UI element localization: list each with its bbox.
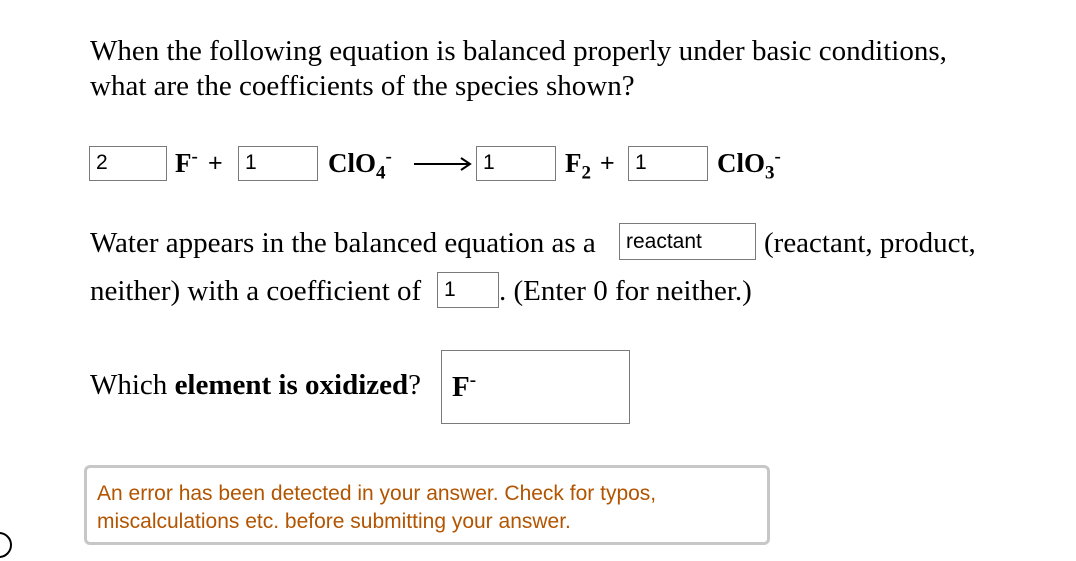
water-coefficient-input[interactable]: 1 <box>437 272 499 308</box>
oxidized-answer-charge: - <box>469 369 477 391</box>
question-line-2: what are the coefficients of the species shown? <box>90 70 635 102</box>
oxidized-question-pre: Which <box>90 369 175 401</box>
oxidized-question <box>90 371 421 400</box>
coefficient-input-f-minus[interactable]: 2 <box>89 146 167 181</box>
error-message-box <box>84 465 770 545</box>
oxidized-question-bold: element is oxidized <box>174 369 409 401</box>
error-line-2: miscalculations etc. before submitting your answer. <box>97 510 571 533</box>
species-clo4-minus <box>328 146 392 184</box>
coefficient-input-clo3[interactable]: 1 <box>628 146 708 181</box>
f2-subscript: 2 <box>581 162 591 184</box>
plus-sign-1: + <box>208 149 223 177</box>
water-question-text-2: neither) with a coefficient of <box>90 275 422 307</box>
coefficient-input-clo4[interactable]: 1 <box>238 146 318 181</box>
coefficient-input-f2[interactable]: 1 <box>476 146 556 181</box>
oxidized-element-input[interactable] <box>441 350 630 424</box>
clo4-charge: - <box>385 146 392 167</box>
clo4-subscript: 4 <box>376 162 386 184</box>
oxidized-answer-base: F <box>452 371 470 403</box>
species-clo3-minus <box>717 146 781 184</box>
water-hint-text: . (Enter 0 for neither.) <box>499 275 752 307</box>
error-line-1: An error has been detected in your answer. Check for typos, <box>97 482 657 505</box>
question-line-1: When the following equation is balanced properly under basic conditions, <box>90 35 947 67</box>
clo3-base: ClO <box>717 148 766 178</box>
f-minus-base: F <box>175 148 192 178</box>
water-question-text-1: Water appears in the balanced equation as a <box>90 227 596 259</box>
clo3-charge: - <box>774 146 781 167</box>
f-minus-charge: - <box>191 146 198 167</box>
plus-sign-2: + <box>600 149 615 177</box>
clo3-subscript: 3 <box>765 162 775 184</box>
reaction-arrow-icon <box>412 156 474 172</box>
clo4-base: ClO <box>328 148 377 178</box>
help-circle-icon[interactable] <box>0 532 12 558</box>
water-options-text: (reactant, product, <box>764 227 976 259</box>
question-text <box>90 34 1050 104</box>
oxidized-question-post: ? <box>408 369 422 401</box>
species-f2 <box>565 148 591 184</box>
f2-base: F <box>565 148 582 178</box>
species-f-minus <box>175 146 198 178</box>
water-role-input[interactable]: reactant <box>619 223 756 260</box>
